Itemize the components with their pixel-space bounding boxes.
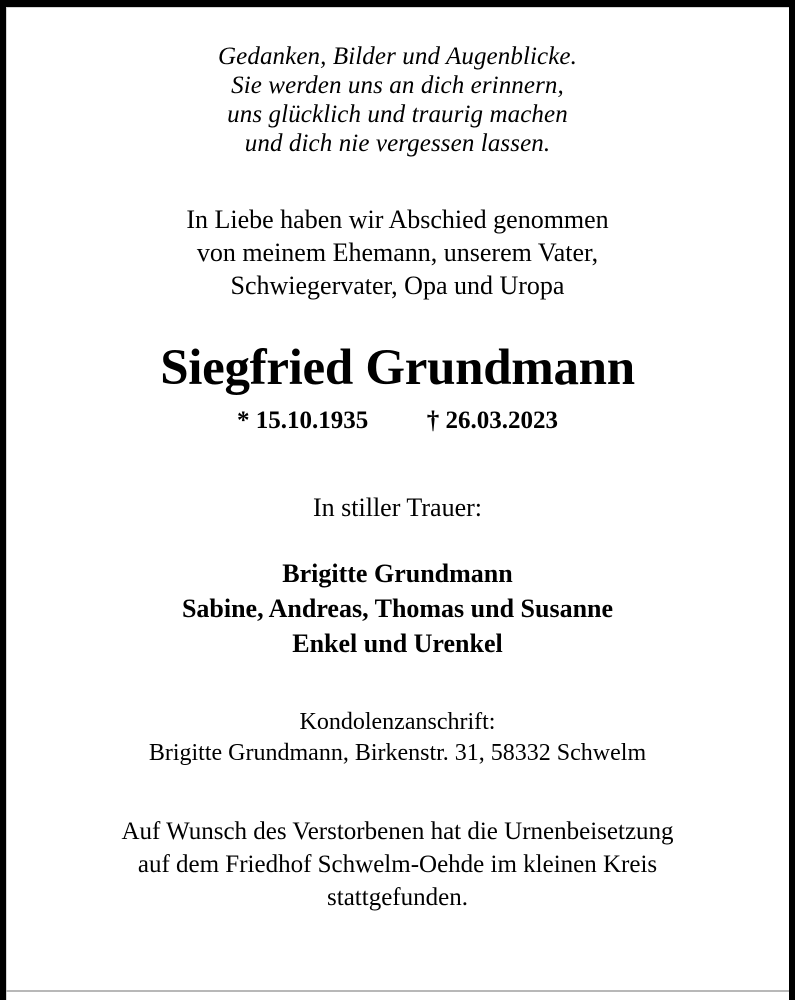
- closing-line-2: auf dem Friedhof Schwelm-Oehde im kleinen Kreis: [137, 851, 658, 878]
- verse-line-2: Sie werden uns an dich erinnern,: [231, 72, 564, 99]
- mourning-label: In stiller Trauer:: [313, 493, 482, 522]
- intro-line-1: In Liebe haben wir Abschied genommen: [186, 205, 609, 234]
- birth-symbol: *: [237, 407, 250, 434]
- death-date: 26.03.2023: [445, 407, 558, 434]
- mourner-names: [20, 524, 775, 661]
- condolence-address: [20, 661, 775, 769]
- condolence-address-line: Brigitte Grundmann, Birkenstr. 31, 58332 Schwelm: [148, 740, 647, 766]
- farewell-intro: [20, 158, 775, 302]
- birth-date: 15.10.1935: [255, 407, 369, 434]
- intro-line-3: Schwiegervater, Opa und Uropa: [230, 271, 565, 300]
- deceased-name: Siegfried Grundmann: [160, 340, 635, 396]
- condolence-label: Kondolenzanschrift:: [299, 709, 496, 735]
- verse-line-4: und dich nie vergessen lassen.: [244, 130, 551, 157]
- verse-line-3: uns glücklich und traurig machen: [227, 101, 568, 128]
- life-dates: [20, 396, 775, 436]
- obituary-content: [6, 7, 789, 1000]
- mourner-line-2: Sabine, Andreas, Thomas und Susanne: [181, 594, 614, 623]
- verse-line-1: Gedanken, Bilder und Augenblicke.: [218, 43, 577, 70]
- closing-line-1: Auf Wunsch des Verstorbenen hat die Urnenbeisetzung: [121, 818, 674, 845]
- mourner-line-1: Brigitte Grundmann: [282, 559, 513, 588]
- closing-line-3: stattgefunden.: [327, 884, 468, 911]
- memorial-verse: [20, 7, 775, 158]
- mourner-line-3: Enkel und Urenkel: [292, 629, 503, 658]
- death-symbol: †: [426, 407, 440, 434]
- intro-line-2: von meinem Ehemann, unserem Vater,: [196, 238, 599, 267]
- burial-note: [20, 769, 775, 914]
